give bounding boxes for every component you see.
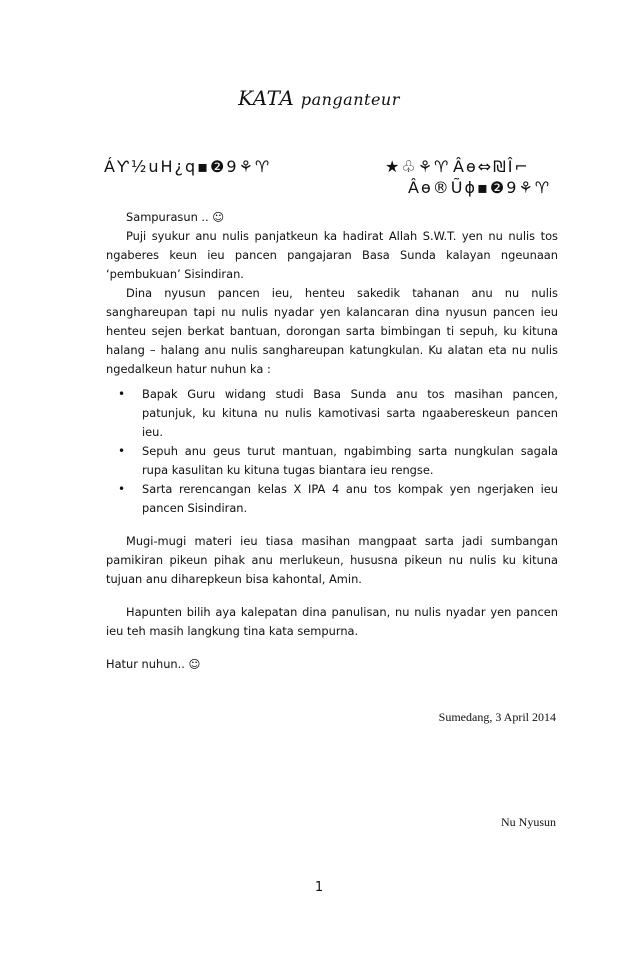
paragraph-4: Hapunten bilih aya kalepatan dina panulisan, nu nulis nyadar yen pancen ieu teh masih langkung tina kata sempurna. (106, 605, 558, 638)
document-body (106, 208, 558, 674)
title-sub: panganteur (300, 90, 400, 109)
paragraph-3: Mugi-mugi materi ieu tiasa masihan mangpaat sarta jadi sumbangan pamikiran pikeun pihak anu merlukeun, hususna pikeun nu nulis ku kituna tujuan anu diharepkeun bisa kahontal, Amin. (106, 534, 558, 586)
list-item-text: Bapak Guru widang studi Basa Sunda anu tos masihan pancen, patunjuk, ku kituna nu nulis kamotivasi sarta ngaabereskeun pancen ieu. (142, 387, 558, 439)
page-number: 1 (314, 880, 324, 895)
symbol-row-1: ÁƳ½uH¿q▪❷9⚘♈ (104, 157, 272, 176)
symbol-row-2: ★♧⚘♈ (385, 157, 451, 176)
bullet-icon: • (118, 387, 126, 401)
paragraph-1: Puji syukur anu nulis panjatkeun ka hadirat Allah S.W.T. yen nu nulis tos ngaberes keun ieu pancen pangajaran Basa Sunda kalayan ngeunaan ‘pembukuan’ Sisindiran. (106, 229, 558, 281)
page-title (0, 86, 638, 110)
symbol-row-4: Âө®Ũɸ▪❷9⚘♈ (408, 178, 552, 197)
thanks-list (106, 385, 558, 518)
list-item-text: Sepuh anu geus turut mantuan, ngabimbing sarta nungkulan sagala rupa kasulitan ku kituna tugas biantara ieu rengse. (142, 444, 558, 477)
greeting: Sampurasun .. ☺ (126, 210, 225, 224)
signer-name: Nu Nyusun (500, 815, 556, 829)
bullet-icon: • (118, 444, 126, 458)
list-item (118, 442, 558, 480)
list-item (118, 385, 558, 442)
bullet-icon: • (118, 482, 126, 496)
thanks-line: Hatur nuhun.. ☺ (106, 657, 201, 671)
list-item (118, 480, 558, 518)
place-date: Sumedang, 3 April 2014 (438, 710, 556, 724)
symbol-row-3: Âө⇔₪Î⌐ (453, 157, 530, 176)
title-main: KATA (238, 86, 295, 110)
paragraph-2: Dina nyusun pancen ieu, henteu sakedik tahanan anu nu nulis sanghareupan tapi nu nulis nyadar yen kalancaran dina nyusun pancen ieu henteu sejen berkat bantuan, dorongan sarta bimbingan ti sepuh, ku kituna halang – halang anu nulis sanghareupan katungkulan. Ku alatan eta nu nulis ngedalkeun hatur nuhun ka : (106, 286, 558, 376)
list-item-text: Sarta rerencangan kelas X IPA 4 anu tos kompak yen ngerjaken ieu pancen Sisindiran. (142, 482, 558, 515)
